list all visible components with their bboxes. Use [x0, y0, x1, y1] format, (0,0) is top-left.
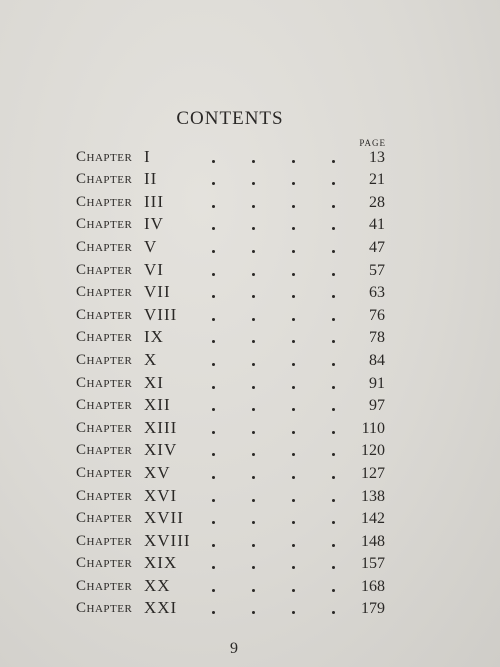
chapter-number: XII — [144, 395, 171, 415]
leader-dot — [252, 273, 255, 276]
leader-dot — [252, 431, 255, 434]
leader-dot — [292, 431, 295, 434]
chapter-page-number: 28 — [369, 193, 385, 211]
leader-dot — [252, 318, 255, 321]
leader-dot — [212, 363, 215, 366]
leader-dot — [212, 182, 215, 185]
toc-entry — [0, 348, 500, 371]
leader-dot — [252, 453, 255, 456]
chapter-number: VI — [144, 259, 164, 279]
leader-dot — [332, 182, 335, 185]
leader-dot — [292, 544, 295, 547]
leader-dot — [332, 273, 335, 276]
leader-dot — [212, 521, 215, 524]
chapter-page-number: 148 — [361, 532, 385, 550]
leader-dot — [292, 340, 295, 343]
leader-dot — [212, 318, 215, 321]
chapter-word: Chapter — [76, 487, 133, 504]
chapter-word: Chapter — [76, 397, 133, 414]
chapter-number: III — [144, 191, 164, 211]
toc-entry — [0, 235, 500, 258]
leader-dot — [292, 408, 295, 411]
chapter-number: VIII — [144, 304, 178, 324]
chapter-word: Chapter — [76, 510, 133, 527]
chapter-word: Chapter — [76, 577, 133, 594]
chapter-word: Chapter — [76, 419, 133, 436]
table-of-contents — [0, 145, 500, 619]
chapter-word: Chapter — [76, 284, 133, 301]
chapter-page-number: 41 — [369, 216, 385, 234]
chapter-number: XVII — [144, 508, 184, 528]
leader-dot — [332, 205, 335, 208]
leader-dot — [292, 160, 295, 163]
leader-dot — [212, 589, 215, 592]
leader-dot — [252, 611, 255, 614]
chapter-number: XVI — [144, 485, 178, 505]
chapter-word: Chapter — [76, 351, 133, 368]
chapter-page-number: 97 — [369, 397, 385, 415]
toc-entry — [0, 303, 500, 326]
leader-dot — [212, 205, 215, 208]
chapter-word: Chapter — [76, 238, 133, 255]
leader-dot — [292, 453, 295, 456]
chapter-number: XIII — [144, 417, 178, 437]
leader-dot — [252, 521, 255, 524]
leader-dot — [332, 250, 335, 253]
toc-entry — [0, 371, 500, 394]
leader-dot — [252, 250, 255, 253]
leader-dot — [252, 182, 255, 185]
toc-entry — [0, 326, 500, 349]
leader-dot — [252, 476, 255, 479]
chapter-number: XI — [144, 372, 164, 392]
toc-entry — [0, 597, 500, 620]
leader-dot — [212, 476, 215, 479]
leader-dot — [292, 250, 295, 253]
leader-dot — [332, 431, 335, 434]
leader-dot — [292, 589, 295, 592]
chapter-word: Chapter — [76, 464, 133, 481]
chapter-number: I — [144, 146, 151, 166]
leader-dot — [212, 340, 215, 343]
leader-dot — [252, 589, 255, 592]
chapter-word: Chapter — [76, 261, 133, 278]
leader-dot — [252, 227, 255, 230]
leader-dot — [332, 521, 335, 524]
leader-dot — [212, 408, 215, 411]
leader-dot — [292, 611, 295, 614]
chapter-number: IV — [144, 214, 164, 234]
chapter-page-number: 57 — [369, 261, 385, 279]
leader-dot — [292, 318, 295, 321]
chapter-number: XXI — [144, 598, 178, 618]
leader-dot — [332, 544, 335, 547]
chapter-page-number: 138 — [361, 487, 385, 505]
chapter-word: Chapter — [76, 148, 133, 165]
leader-dot — [292, 205, 295, 208]
chapter-number: XV — [144, 462, 171, 482]
toc-entry — [0, 168, 500, 191]
toc-entry — [0, 258, 500, 281]
contents-title: CONTENTS — [176, 108, 284, 129]
leader-dot — [212, 544, 215, 547]
chapter-word: Chapter — [76, 600, 133, 617]
chapter-number: VII — [144, 282, 171, 302]
chapter-page-number: 91 — [369, 374, 385, 392]
toc-entry — [0, 507, 500, 530]
toc-entry — [0, 529, 500, 552]
toc-entry — [0, 190, 500, 213]
chapter-page-number: 76 — [369, 306, 385, 324]
chapter-page-number: 13 — [369, 148, 385, 166]
toc-entry — [0, 439, 500, 462]
leader-dot — [292, 499, 295, 502]
toc-entry — [0, 416, 500, 439]
leader-dot — [292, 273, 295, 276]
chapter-word: Chapter — [76, 193, 133, 210]
leader-dot — [332, 476, 335, 479]
leader-dot — [212, 160, 215, 163]
chapter-page-number: 63 — [369, 284, 385, 302]
chapter-page-number: 168 — [361, 577, 385, 595]
leader-dot — [292, 295, 295, 298]
leader-dot — [292, 566, 295, 569]
chapter-number: V — [144, 236, 158, 256]
leader-dot — [212, 499, 215, 502]
chapter-page-number: 142 — [361, 510, 385, 528]
chapter-word: Chapter — [76, 306, 133, 323]
leader-dot — [332, 340, 335, 343]
chapter-word: Chapter — [76, 329, 133, 346]
chapter-number: IX — [144, 327, 164, 347]
leader-dot — [332, 408, 335, 411]
chapter-word: Chapter — [76, 216, 133, 233]
chapter-number: XVIII — [144, 530, 191, 550]
leader-dot — [332, 499, 335, 502]
toc-entry — [0, 552, 500, 575]
leader-dot — [252, 386, 255, 389]
leader-dot — [292, 476, 295, 479]
leader-dot — [332, 295, 335, 298]
toc-entry — [0, 484, 500, 507]
leader-dot — [252, 544, 255, 547]
leader-dot — [332, 566, 335, 569]
toc-entry — [0, 461, 500, 484]
chapter-page-number: 78 — [369, 329, 385, 347]
leader-dot — [332, 589, 335, 592]
chapter-number: XX — [144, 575, 171, 595]
leader-dot — [212, 273, 215, 276]
chapter-number: X — [144, 349, 158, 369]
leader-dot — [292, 363, 295, 366]
leader-dot — [212, 227, 215, 230]
leader-dot — [212, 250, 215, 253]
leader-dot — [332, 160, 335, 163]
toc-entry — [0, 145, 500, 168]
leader-dot — [212, 386, 215, 389]
leader-dot — [252, 499, 255, 502]
chapter-page-number: 47 — [369, 238, 385, 256]
leader-dot — [252, 408, 255, 411]
leader-dot — [212, 295, 215, 298]
chapter-page-number: 110 — [361, 419, 385, 437]
leader-dot — [332, 318, 335, 321]
leader-dot — [292, 182, 295, 185]
toc-entry — [0, 281, 500, 304]
chapter-page-number: 157 — [361, 555, 385, 573]
toc-entry — [0, 574, 500, 597]
leader-dot — [252, 363, 255, 366]
leader-dot — [212, 431, 215, 434]
toc-entry — [0, 394, 500, 417]
leader-dot — [332, 227, 335, 230]
chapter-page-number: 120 — [361, 442, 385, 460]
leader-dot — [252, 295, 255, 298]
leader-dot — [332, 611, 335, 614]
leader-dot — [212, 611, 215, 614]
leader-dot — [252, 340, 255, 343]
chapter-word: Chapter — [76, 171, 133, 188]
leader-dot — [292, 386, 295, 389]
chapter-page-number: 21 — [369, 171, 385, 189]
leader-dot — [252, 566, 255, 569]
leader-dot — [332, 453, 335, 456]
leader-dot — [292, 521, 295, 524]
leader-dot — [332, 363, 335, 366]
chapter-page-number: 84 — [369, 351, 385, 369]
leader-dot — [252, 205, 255, 208]
chapter-page-number: 179 — [361, 600, 385, 618]
toc-entry — [0, 213, 500, 236]
chapter-word: Chapter — [76, 374, 133, 391]
chapter-number: II — [144, 169, 158, 189]
chapter-number: XIX — [144, 553, 178, 573]
chapter-number: XIV — [144, 440, 178, 460]
leader-dot — [212, 453, 215, 456]
chapter-word: Chapter — [76, 532, 133, 549]
leader-dot — [292, 227, 295, 230]
leader-dot — [332, 386, 335, 389]
page-column-label: PAGE — [359, 138, 386, 148]
chapter-word: Chapter — [76, 442, 133, 459]
chapter-word: Chapter — [76, 555, 133, 572]
leader-dot — [252, 160, 255, 163]
leader-dot — [212, 566, 215, 569]
page-number: 9 — [230, 640, 238, 657]
chapter-page-number: 127 — [361, 464, 385, 482]
